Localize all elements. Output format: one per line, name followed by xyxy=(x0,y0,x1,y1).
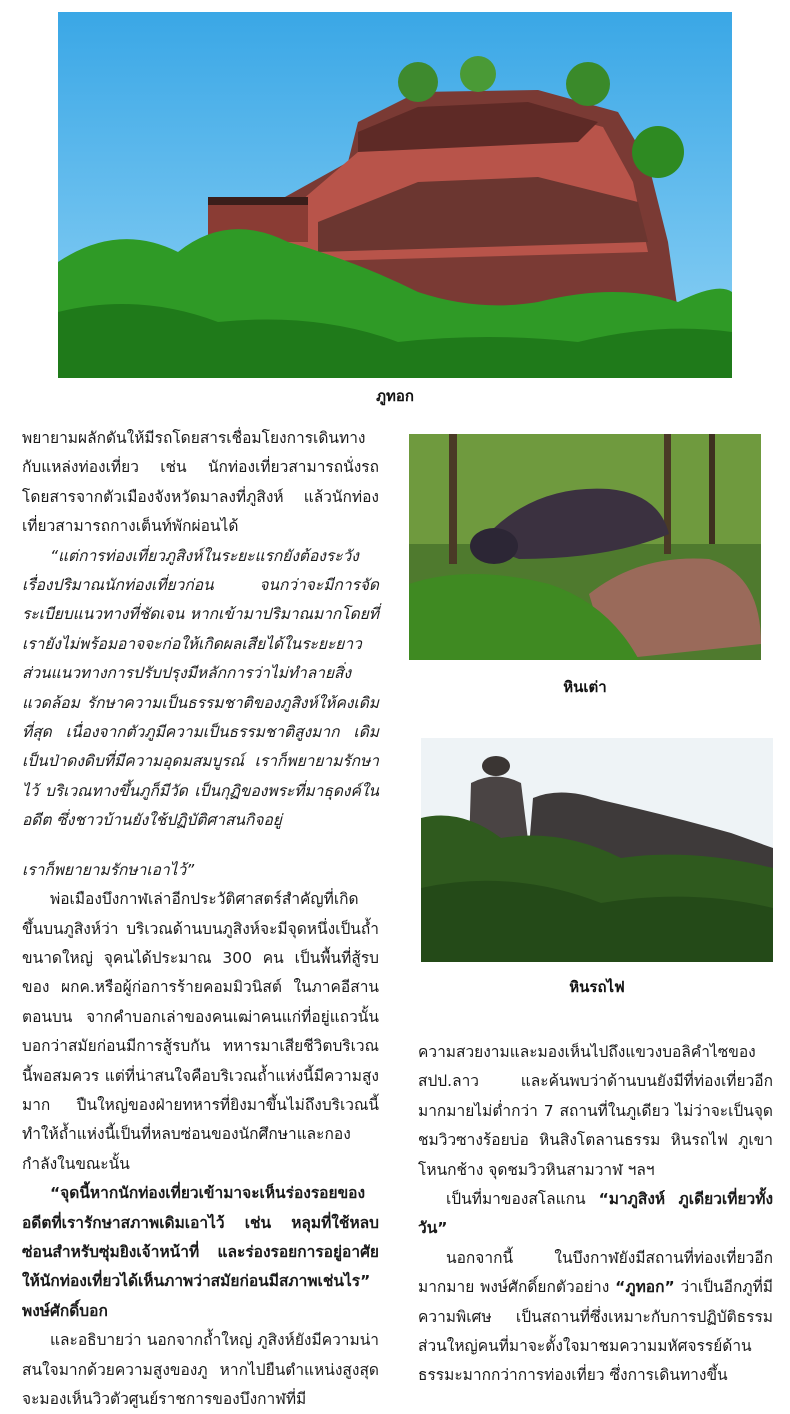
phu-tok-caption: ภูทอก xyxy=(376,387,414,405)
right-paragraph-3 xyxy=(418,1244,773,1391)
turtle-rock-caption: หินเต่า xyxy=(563,678,607,696)
phu-tok-intro: นอกจากนี้ ในบึงกาฬยังมีสถานที่ท่องเที่ยวอีกมากมาย พงษ์ศักดิ์ยกตัวอย่าง xyxy=(418,1248,773,1297)
turtle-rock-photo xyxy=(409,434,761,660)
right-paragraph-2 xyxy=(418,1185,773,1244)
right-paragraph-1: ความสวยงามและมองเห็นไปถึงแขวงบอลิคำไซของ สปป.ลาว และค้นพบว่าด้านบนยังมีที่ท่องเที่ยวอีกมากมายไม่ต่ำกว่า 7 สถานที่ในภูเดียว ไม่ว่าจะเป็นจุดชมวิวซางร้อยบ่อ หินสิงโตลานธรรม หินรถไฟ ภูเขาโหนกช้าง จุดชมวิวหินสามวาฬ ฯลฯ xyxy=(418,1043,773,1179)
slogan-intro: เป็นที่มาของสโลแกน xyxy=(446,1190,599,1209)
train-rock-caption: หินรถไฟ xyxy=(569,978,625,996)
left-column xyxy=(22,424,379,1414)
left-paragraph-2-quote: “แต่การท่องเที่ยวภูสิงห์ในระยะแรกยังต้องระวังเรื่องปริมาณนักท่องเที่ยวก่อน จนกว่าจะมีการจัดระเบียบแนวทางที่ชัดเจน หากเข้ามาปริมาณมากโดยที่เรายังไม่พร้อมอาจจะก่อให้เกิดผลเสียได้ในระยะยาว ส่วนแนวทางการปรับปรุงมีหลักการว่าไม่ทำลายสิ่งแวดล้อม รักษาความเป็นธรรมชาติของภูสิงห์ให้คงเดิมที่สุด เนื่องจากตัวภูมีความเป็นธรรมชาติสูงมาก เดิมเป็นป่าดงดิบที่มีความอุดมสมบูรณ์ เราก็พยายามรักษาไว้ บริเวณทางขึ้นภูก็มีวัด เป็นกุฏิของพระที่มาธุดงค์ในอดีต ซึ่งชาวบ้านยังใช้ปฏิบัติศาสนกิจอยู่ xyxy=(22,546,379,830)
phu-tok-name: “ภูทอก” xyxy=(615,1278,675,1297)
phu-tok-photo xyxy=(58,12,732,378)
phu-tok-description: ว่าเป็นอีกภูที่มีความพิเศษ เป็นสถานที่ซึ่งเหมาะกับการปฏิบัติธรรม ส่วนใหญ่คนที่มาจะตั้งใจมาชมความมหัศจรรย์ด้านธรรมะมากกว่าการท่องเที่ยว ซึ่งการเดินทางขึ้น xyxy=(418,1278,774,1385)
left-paragraph-2-end: เราก็พยายามรักษาเอาไว้” xyxy=(22,860,195,879)
left-paragraph-3: พ่อเมืองบึงกาฬเล่าอีกประวัติศาสตร์สำคัญที่เกิดขึ้นบนภูสิงห์ว่า บริเวณด้านบนภูสิงห์จะมีจุดหนึ่งเป็นถ้ำขนาดใหญ่ จุคนได้ประมาณ 300 คน เป็นพื้นที่สู้รบของ ผกค.หรือผู้ก่อการร้ายคอมมิวนิสต์ ในภาคอีสานตอนบน จากคำบอกเล่าของคนเฒ่าคนแก่ที่อยู่แถวนั้น บอกว่าสมัยก่อนมีการสู้รบกัน ทหารมาเสียชีวิตบริเวณนี้พอสมควร แต่ที่น่าสนใจคือบริเวณถ้ำแห่งนี้มีความสูงมาก ปืนใหญ่ของฝ่ายทหารที่ยิงมาขึ้นไม่ถึงบริเวณนี้ ทำให้ถ้ำแห่งนี้เป็นที่หลบซ่อนของนักศึกษาและกองกำลังในขณะนั้น xyxy=(22,890,379,1173)
left-paragraph-5: และอธิบายว่า นอกจากถ้ำใหญ่ ภูสิงห์ยังมีความน่าสนใจมากด้วยความสูงของภู หากไปยืนตำแหน่งสูงสุดจะมองเห็นวิวตัวศูนย์ราชการของบึงกาฬที่มี xyxy=(22,1331,379,1408)
left-paragraph-4-quote: “จุดนี้หากนักท่องเที่ยวเข้ามาจะเห็นร่องรอยของอดีตที่เรารักษาสภาพเดิมเอาไว้ เช่น หลุมที่ใช้หลบซ่อนสำหรับซุ่มยิงเจ้าหน้าที่ และร่องรอยการอยู่อาศัย ให้นักท่องเที่ยวได้เห็นภาพว่าสมัยก่อนมีสภาพเช่นไร” พงษ์ศักดิ์บอก xyxy=(22,1184,379,1320)
left-paragraph-1: พยายามผลักดันให้มีรถโดยสารเชื่อมโยงการเดินทางกับแหล่งท่องเที่ยว เช่น นักท่องเที่ยวสามารถนั่งรถโดยสารจากตัวเมืองจังหวัดมาลงที่ภูสิงห์ แล้วนักท่องเที่ยวสามารถกางเต็นท์พักผ่อนได้ xyxy=(22,429,379,536)
right-column xyxy=(418,1038,773,1391)
train-rock-photo xyxy=(421,738,773,962)
slogan: “มาภูสิงห์ ภูเดียวเที่ยวทั้งวัน” xyxy=(418,1190,774,1238)
